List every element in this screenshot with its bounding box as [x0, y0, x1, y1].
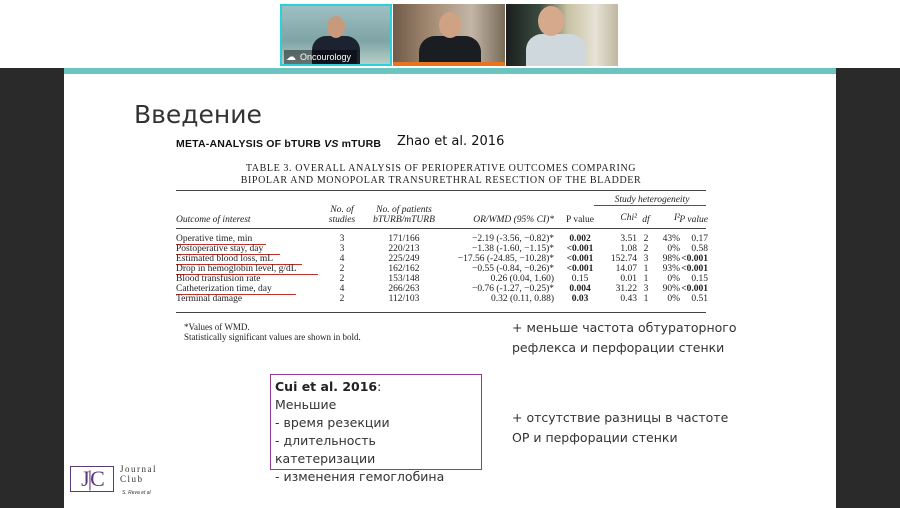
table-cell-df: 1 [643, 274, 649, 284]
table-cell-df: 3 [643, 254, 649, 264]
cui-line: - изменения гемоглобина [275, 469, 445, 484]
footnote-line: *Values of WMD. [184, 322, 250, 332]
table-cell-outcome: Blood transfusion rate [176, 274, 261, 284]
table-cell-outcome: Drop in hemoglobin level, g/dL [176, 264, 297, 274]
table-cell-outcome: Estimated blood loss, mL [176, 254, 274, 264]
heterogeneity-rule [594, 205, 706, 206]
table-cell-n: 3 [339, 234, 345, 244]
logo-line: Journal [120, 464, 157, 474]
table-cell-n: 4 [339, 284, 345, 294]
table-bottom-rule [176, 312, 706, 313]
table-cell-outcome: Terminal damage [176, 294, 243, 304]
meta-heading-part: META-ANALYSIS OF bTURB [176, 138, 325, 150]
table-cell-pv: 0.17 [691, 234, 708, 244]
cui-citation-name: Cui et al. 2016 [275, 379, 378, 394]
table-cell-pat: 112/103 [388, 294, 420, 304]
table-cell-pv: 0.51 [691, 294, 708, 304]
table-cell-i2: 0% [667, 294, 680, 304]
table-cell-pat: 153/148 [388, 274, 420, 284]
table-cell-pv: <0.001 [681, 254, 708, 264]
note-line: + отсутствие разницы в частоте [512, 410, 729, 425]
table-cell-i2: 90% [662, 284, 680, 294]
table-cell-p: 0.03 [571, 294, 589, 304]
table-cell-i2: 98% [662, 254, 680, 264]
table-cell-n: 4 [339, 254, 345, 264]
table-cell-i2: 93% [662, 264, 680, 274]
cui-citation [275, 378, 477, 396]
video-tile-2[interactable] [393, 4, 505, 66]
table-cell-outcome: Postoperative stay, day [176, 244, 264, 254]
table-cell-or: −0.55 (-0.84, −0.26)* [472, 264, 554, 274]
citation-zhao: Zhao et al. 2016 [397, 134, 505, 149]
table-cell-chi: 14.07 [615, 264, 637, 274]
table-cell-chi: 152.74 [610, 254, 637, 264]
table-cell-or: −2.19 (-3.56, −0.82)* [472, 234, 554, 244]
meta-heading-part: mTURB [338, 138, 382, 150]
table-cell-i2: 0% [667, 274, 680, 284]
table-footnote [184, 322, 361, 342]
table-cell-outcome: Operative time, min [176, 234, 253, 244]
slide-accent-rule [64, 68, 836, 74]
header-nstudies-1: No. of [330, 205, 354, 215]
cui-citation-colon: : [377, 379, 382, 394]
cui-summary-box [270, 374, 482, 484]
cui-line: - время резекции [275, 415, 390, 430]
participant-name-label [284, 50, 357, 64]
header-or-wmd: OR/WMD (95% CI)* [473, 215, 554, 225]
table-cell-n: 2 [339, 294, 345, 304]
table-cell-p: <0.001 [566, 264, 594, 274]
note-line: + меньше частота обтураторного [512, 320, 737, 335]
participant-name: Oncourology [300, 52, 352, 62]
cui-line: Меньшие [275, 397, 337, 412]
table-cell-p: <0.001 [566, 244, 594, 254]
cloud-icon: ☁ [286, 51, 296, 63]
table-cell-df: 2 [643, 234, 649, 244]
video-tile-3[interactable] [506, 4, 618, 66]
video-tile-oncourology[interactable] [280, 4, 392, 66]
table-cell-pat: 220/213 [388, 244, 420, 254]
table-cell-p: 0.002 [569, 234, 591, 244]
header-i2: I² [673, 213, 680, 223]
table-cell-df: 1 [643, 294, 649, 304]
table-cell-pv: 0.58 [691, 244, 708, 254]
table-cell-chi: 0.01 [620, 274, 637, 284]
note-no-difference [512, 408, 728, 448]
note-line: рефлекса и перфорации стенки [512, 340, 725, 355]
table-cell-pat: 162/162 [388, 264, 420, 274]
video-strip [0, 0, 900, 68]
table-cell-or: −0.76 (-1.27, −0.25)* [472, 284, 554, 294]
table-cell-pat: 225/249 [388, 254, 420, 264]
participant-head [439, 12, 461, 38]
table-caption-line: BIPOLAR AND MONOPOLAR TRANSURETHRAL RESECTION OF THE BLADDER [240, 175, 642, 186]
table-cell-p: <0.001 [566, 254, 594, 264]
table-cell-n: 3 [339, 244, 345, 254]
header-chi2: Chi² [620, 213, 637, 223]
header-npatients-1: No. of patients [376, 205, 432, 215]
table-cell-n: 2 [339, 274, 345, 284]
logo-subtitle: S. Reva et al [122, 490, 151, 496]
table-cell-pv: <0.001 [681, 264, 708, 274]
table-top-rule [176, 190, 706, 191]
table-caption [176, 163, 706, 187]
meta-analysis-heading [176, 138, 381, 150]
footnote-line: Statistically significant values are shown in bold. [184, 332, 361, 342]
slide-title: Введение [134, 100, 262, 129]
table-cell-or: 0.26 (0.04, 1.60) [490, 274, 554, 284]
header-df: df [642, 215, 650, 225]
header-study-heterogeneity: Study heterogeneity [614, 195, 690, 205]
table-cell-i2: 0% [667, 244, 680, 254]
note-obturator-reflex [512, 318, 737, 358]
table-caption-line: TABLE 3. OVERALL ANALYSIS OF PERIOPERATIVE OUTCOMES COMPARING [245, 163, 637, 174]
table-cell-pv: 0.15 [691, 274, 708, 284]
presentation-slide [64, 68, 836, 508]
table-cell-p: 0.004 [569, 284, 591, 294]
table-header-rule [176, 228, 706, 229]
header-nstudies-2: studies [328, 215, 356, 225]
participant-head [538, 6, 564, 36]
journal-club-logo: J|C [70, 466, 114, 492]
table-cell-pat: 171/166 [388, 234, 420, 244]
table-cell-pat: 266/263 [388, 284, 420, 294]
table-cell-chi: 3.51 [620, 234, 637, 244]
table-cell-p: 0.15 [571, 274, 589, 284]
table-cell-outcome: Catheterization time, day [176, 284, 272, 294]
table-cell-chi: 31.22 [615, 284, 637, 294]
table-cell-df: 1 [643, 264, 649, 274]
participant-figure [526, 34, 586, 66]
table-cell-df: 2 [643, 244, 649, 254]
journal-club-text [120, 464, 157, 484]
meta-heading-vs: VS [324, 138, 339, 150]
cui-line: - длительность катетеризации [275, 433, 376, 466]
table-cell-chi: 0.43 [620, 294, 637, 304]
table-cell-chi: 1.08 [620, 244, 637, 254]
header-outcome: Outcome of interest [176, 215, 251, 225]
table-cell-df: 3 [643, 284, 649, 294]
table-cell-pv: <0.001 [681, 284, 708, 294]
logo-line: Club [120, 474, 144, 484]
table-cell-or: 0.32 (0.11, 0.88) [491, 294, 554, 304]
table-cell-or: −1.38 (-1.60, −1.15)* [472, 244, 554, 254]
note-line: ОР и перфорации стенки [512, 430, 678, 445]
header-npatients-2: bTURB/mTURB [373, 215, 435, 225]
active-speaker-bar [393, 62, 505, 66]
table-cell-or: −17.56 (-24.85, −10.28)* [457, 254, 554, 264]
header-p-value: P value [566, 215, 594, 225]
table-cell-i2: 43% [662, 234, 680, 244]
participant-head [327, 16, 345, 38]
header-het-p-value: P value [679, 215, 708, 225]
table-cell-n: 2 [339, 264, 345, 274]
